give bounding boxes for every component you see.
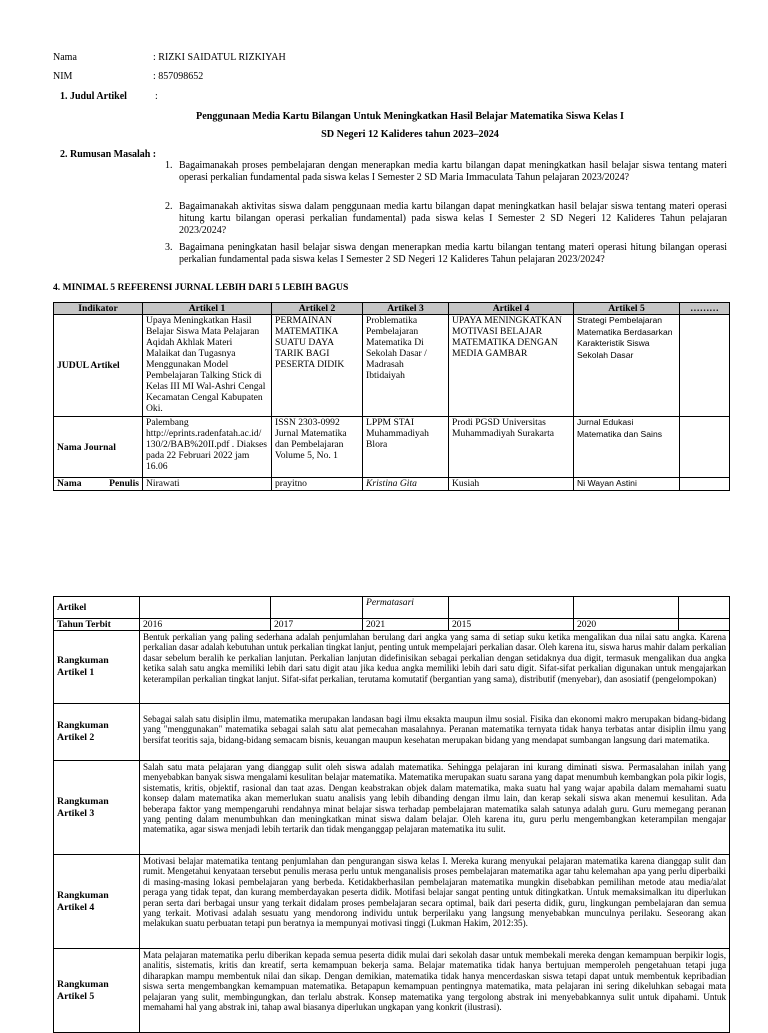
artikel-cell-more	[679, 597, 730, 619]
references-table	[53, 302, 730, 491]
rangkuman-text: Sebagai salah satu disiplin ilmu, matematika merupakan landasan bagi ilmu eksakta maupun ilmu sosial. Fisika dan ekonomi makro merupakan bidang-bidang yang "menggunakan" matematika sebagai salah satu alat pemecahan masalahnya. Peranan matematika ternyata tidak hanya terbatas antar disiplin ilmu yang bersifat teoritis saja, bidang-bidang semacam bisnis, keuangan maupun kesehatan merupakan bidang yang mendapat sumbangan langsung dari matematika.	[140, 704, 730, 761]
journal-artikel-2: ISSN 2303-0992 Jurnal Matematika dan Pembelajaran Volume 5, No. 1	[272, 417, 363, 478]
tahun-terbit-label: Tahun Terbit	[54, 619, 140, 631]
judul-artikel-4: UPAYA MENINGKATKAN MOTIVASI BELAJAR MATEMATIKA DENGAN MEDIA GAMBAR	[449, 315, 574, 417]
rumusan-number: 1.	[165, 160, 173, 171]
tahun-artikel-more	[679, 619, 730, 631]
rangkuman-label: Rangkuman Artikel 2	[54, 704, 140, 761]
rumusan-text: Bagaimanakah proses pembelajaran dengan menerapkan media kartu bilangan dapat meningkatkan hasil belajar siswa tentang materi operasi perkalian fundamental pada siswa kelas I Semester 2 SD Maria Immaculata Tahun pelajaran 2023/2024?	[179, 160, 727, 184]
header-artikel-5: Artikel 5	[574, 303, 680, 315]
rangkuman-label: Rangkuman Artikel 3	[54, 761, 140, 855]
tahun-artikel-1: 2016	[140, 619, 271, 631]
nama-journal-label: Nama Journal	[54, 417, 143, 478]
header-indikator: Indikator	[54, 303, 143, 315]
artikel-cell-4	[449, 597, 574, 619]
artikel-cell-3: Permatasari	[363, 597, 449, 619]
judul-artikel-2: PERMAINAN MATEMATIKA SUATU DAYA TARIK BAGI PESERTA DIDIK	[272, 315, 363, 417]
judul-artikel-1: Upaya Meningkatkan Hasil Belajar Siswa Mata Pelajaran Aqidah Akhlak Materi Malaikat dan Tugasnya Menggunakan Model Pembelajaran Talking Stick di Kelas III MI Wal-Ashri Cengal Kecamatan Cengal Kabupaten Oki.	[143, 315, 272, 417]
rumusan-label: 2. Rumusan Masalah :	[60, 149, 157, 160]
tahun-artikel-3: 2021	[363, 619, 449, 631]
nama-label: Nama	[53, 52, 77, 63]
rumusan-number: 2.	[165, 201, 173, 212]
journal-artikel-4: Prodi PGSD Universitas Muhammadiyah Surakarta	[449, 417, 574, 478]
judul-artikel-5: Strategi Pembelajaran Matematika Berdasarkan Karakteristik Siswa Sekolah Dasar	[574, 315, 680, 417]
rangkuman-label: Rangkuman Artikel 1	[54, 631, 140, 704]
tahun-artikel-4: 2015	[449, 619, 574, 631]
header-artikel-2: Artikel 2	[272, 303, 363, 315]
judul-artikel-3: Problematika Pembelajaran Matematika Di Sekolah Dasar / Madrasah Ibtidaiyah	[363, 315, 449, 417]
header-artikel-4: Artikel 4	[449, 303, 574, 315]
rangkuman-text: Mata pelajaran matematika perlu diberikan kepada semua peserta didik mulai dari sekolah dasar untuk membekali mereka dengan kemampuan berpikir logis, analitis, sistematis, kritis dan kreatif, serta kemampuan bekerja sama. Belajar matematika tidak hanya bertujuan memperoleh pengetahuan tetapi juga diharapkan mampu membentuk nilai dan sikap. Dengan demikian, matematika tidak hanya mencerdaskan siswa tetapi dapat untuk membentuk kepribadian siswa serta mengembangkan kemampuan matematika. Betapapun kemampuan pentingnya matematika, mata pelajaran ini sering dikeluhkan sebagai mata pelajaran yang sulit, membingungkan, dan terlalu abstrak. Konsep matematika yang tergolong abstrak ini menyebabkannya sulit untuk dipahami. Untuk memahami hal yang abstrak ini, tahap awal biasanya diperlukan ungkapan yang konkrit (ilustrasi).	[140, 949, 730, 1033]
rangkuman-text: Motivasi belajar matematika tentang penjumlahan dan pengurangan siswa kelas I. Mereka kurang menyukai pelajaran matematika karena dianggap sulit dan rumit. Mengetahui kenyataan tersebut penulis merasa perlu untuk menganalisis proses pembelajaran matematika agar tahu kelemahan apa yang perlu diperbaiki di masing-masing lokasi pembelajaran yang berbeda. Ketidakberhasilan pembelajaran matematika mungkin disebabkan pemilihan metode atau media/alat peraga yang tidak tepat, dan kurang memberdayakan peserta didik. Motifasi belajar sangat penting untuk ditingkatkan. Untuk memaksimalkan itu diperlukan peran serta dari berbagai unsur yang terkait didalam proses pembelajaran secara optimal, baik dari peserta didik, guru, lingkungan pembelajaran dan semua yang terkait. Motivasi adalah sesuatu yang mendorong individu untuk berperilaku yang langsung menyebabkan munculnya perilaku. Seseorang akan melakukan suatu perbuatan tetapi pun beratnya ia mempunyai motivasi tinggi (Lukman Hakim, 2012:35).	[140, 855, 730, 949]
rumusan-item	[165, 160, 727, 184]
tahun-artikel-5: 2020	[574, 619, 679, 631]
nama-penulis-label-b: Penulis	[109, 478, 139, 490]
penulis-artikel-1: Nirawati	[143, 478, 272, 491]
document-title-line1: Penggunaan Media Kartu Bilangan Untuk Meningkatkan Hasil Belajar Matematika Siswa Kelas I	[195, 111, 624, 122]
artikel-label: Artikel	[54, 597, 140, 619]
header-more: ………	[680, 303, 730, 315]
rumusan-number: 3.	[165, 242, 173, 253]
nama-penulis-label-a: Nama	[57, 478, 82, 490]
header-artikel-3: Artikel 3	[363, 303, 449, 315]
journal-artikel-1: Palembang http://eprints.radenfatah.ac.id/ 130/2/BAB%20II.pdf . Diakses pada 22 Februari 2022 jam 16.06	[143, 417, 272, 478]
artikel-cell-1	[140, 597, 271, 619]
rumusan-item	[165, 242, 727, 266]
rangkuman-label: Rangkuman Artikel 5	[54, 949, 140, 1033]
penulis-artikel-5: Ni Wayan Astini	[574, 478, 680, 491]
rumusan-text: Bagaimana peningkatan hasil belajar siswa dengan menerapkan media kartu bilangan tentang materi operasi hitung bilangan operasi perkalian fundamental pada siswa kelas I Semester 2 SD Negeri 12 Kalideres Tahun pelajaran 2023/2024?	[179, 242, 727, 266]
rumusan-item	[165, 201, 727, 238]
judul-label: 1. Judul Artikel	[60, 91, 127, 102]
nama-value: : RIZKI SAIDATUL RIZKIYAH	[153, 52, 286, 63]
header-artikel-1: Artikel 1	[143, 303, 272, 315]
nim-label: NIM	[53, 71, 73, 82]
penulis-artikel-2: prayitno	[272, 478, 363, 491]
section4-title: 4. MINIMAL 5 REFERENSI JURNAL LEBIH DARI 5 LEBIH BAGUS	[53, 282, 349, 293]
nim-value: : 857098652	[153, 71, 204, 82]
tahun-artikel-2: 2017	[271, 619, 363, 631]
journal-artikel-5: Jurnal Edukasi Matematika dan Sains	[574, 417, 680, 478]
judul-artikel-more	[680, 315, 730, 417]
rangkuman-label: Rangkuman Artikel 4	[54, 855, 140, 949]
artikel-cell-2	[271, 597, 363, 619]
rangkuman-text: Salah satu mata pelajaran yang dianggap sulit oleh siswa adalah matematika. Sehingga pelajaran ini kurang diminati siswa. Permasalahan inilah yang menyebabkan banyak siswa mengalami kesulitan belajar matematika. Matematika merupakan suatu sarana yang dapat menumbuh kembangkan pola pikir logis, sistematis, kritis, objektif, rasional dan taat azas. Dengan keabstrakan objek dalam matematika, maka suatu hal yang wajar apabila dalam memahami suatu konsep dalam matematika akan memerlukan suatu analisis yang lebih dibanding dengan ilmu lain, dan kerap sekali siswa akan menemui kesulitan. Ada beberapa faktor yang mempengaruhi rendahnya minat belajar siswa terhadap pembelajaran matematika salah satunya adalah guru. Guru memegang peranan yang penting dalam menumbuhkan dan meningkatkan minat siswa dalam belajar. Oleh karena itu, guru perlu mengembangkan keterampilan mengajar matematika, agar siswa menjadi lebih tertarik dan tidak menganggap pelajaran matematika itu sulit.	[140, 761, 730, 855]
journal-artikel-3: LPPM STAI Muhammadiyah Blora	[363, 417, 449, 478]
journal-artikel-more	[680, 417, 730, 478]
judul-artikel-label: JUDUL Artikel	[54, 315, 143, 417]
artikel-cell-5	[574, 597, 679, 619]
judul-colon: :	[155, 91, 158, 102]
document-title-line2: SD Negeri 12 Kalideres tahun 2023–2024	[321, 129, 499, 140]
rangkuman-text: Bentuk perkalian yang paling sederhana adalah penjumlahan berulang dari angka yang sama di setiap suku ketika mengalikan dua nilai satu angka. Karena perkalian dasar adalah kebutuhan untuk perkalian tingkat lanjut, penting untuk mempelajari perkalian dasar. Oleh karena itu, siswa harus mahir dalam perkalian dasar sebelum beralih ke perkalian lanjutan. Perkalian lanjutan didefinisikan sebagai perkalian dengan setidaknya dua digit, termasuk mengalikan dua angka ketika salah satu angka memiliki lebih dari satu digit atau jika kedua angka memiliki lebih dari satu digit. Sifat-sifat perkalian digunakan untuk mengajarkan keterampilan perkalian tingkat lanjut. Sifat-sifat perkalian, terutama komutatif (bergantian yang sama), distributif (menyebar), dan asosiatif (pengelompokan)	[140, 631, 730, 704]
penulis-artikel-3: Kristina Gita	[363, 478, 449, 491]
penulis-artikel-more	[680, 478, 730, 491]
summary-table	[53, 596, 730, 1033]
nama-penulis-label	[54, 478, 143, 491]
rumusan-text: Bagaimanakah aktivitas siswa dalam penggunaan media kartu bilangan dapat meningkatkan hasil belajar siswa tentang materi operasi hitung kartu bilangan operasi perkalian fundamental) pada siswa kelas I Semester 2 SD Negeri 12 Kalideres Tahun pelajaran 2023/2024?	[179, 201, 727, 237]
penulis-artikel-4: Kusiah	[449, 478, 574, 491]
